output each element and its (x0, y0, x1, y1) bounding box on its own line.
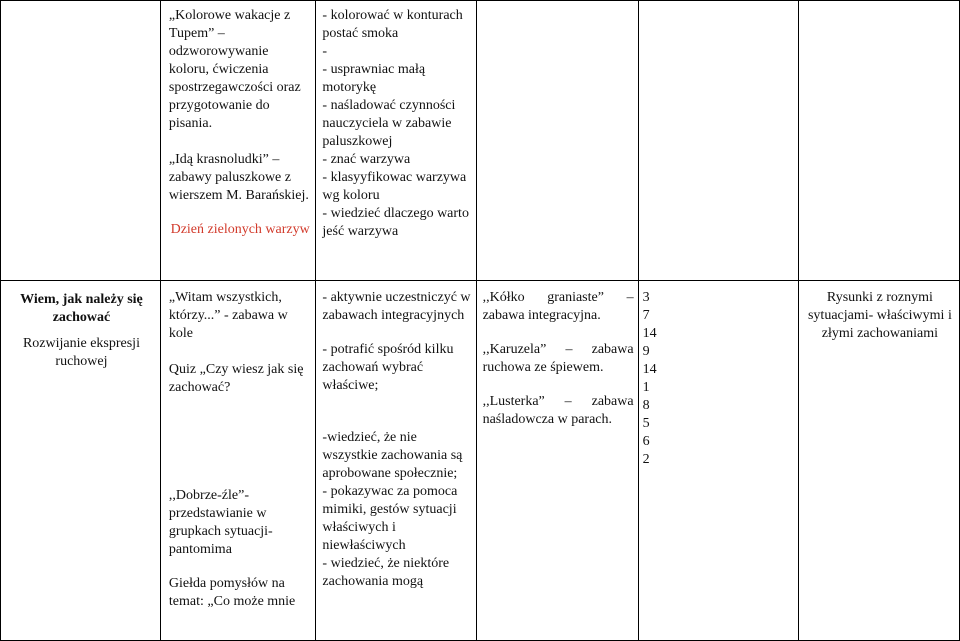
curriculum-number: 7 (642, 308, 650, 323)
activity-text: „Kolorowe wakacje z Tupem” – odzworowywanie koloru, ćwiczenia spostrzegawczości oraz przygotowanie do pisania. (168, 8, 301, 131)
row2-col1-cell (1, 281, 161, 641)
row2-col2-cell (160, 281, 316, 641)
row2-col3-cell (316, 281, 476, 641)
curriculum-number: 5 (642, 416, 650, 431)
activity-text: „Witam wszystkich, którzy...” - zabawa w kole (168, 290, 288, 341)
table-row (1, 1, 960, 281)
activity-text: ,,Dobrze-źle”- przedstawianie w grupkach sytuacji- pantomima (168, 488, 273, 557)
goal-line: - naśladować czynności nauczyciela w zabawie paluszkowej (322, 98, 456, 149)
row2-col6-cell (798, 281, 959, 641)
goal-line: - klasyyfikowac warzywa wg koloru (322, 170, 467, 203)
row1-col1-cell (1, 1, 161, 281)
curriculum-number: 9 (642, 344, 650, 359)
goal-paragraph: - aktywnie uczestniczyć w zabawach integracyjnych (322, 290, 471, 323)
activity-text: Quiz „Czy wiesz jak się zachować? (168, 362, 304, 395)
row1-col3-cell (316, 1, 476, 281)
curriculum-number: 1 (642, 380, 650, 395)
activity-text: Giełda pomysłów na temat: „Co może mnie (168, 576, 296, 609)
curriculum-number: 8 (642, 398, 650, 413)
row1-col4-cell (476, 1, 638, 281)
game-description: ,,Lusterka” – zabawa naśladowcza w parach. (482, 394, 634, 427)
curriculum-number: 14 (642, 362, 657, 377)
activity-text: „Idą krasnoludki” – zabawy paluszkowe z wierszem M. Barańskiej. (168, 152, 309, 203)
curriculum-number: 2 (642, 452, 650, 467)
section-title: Wiem, jak należy się zachować (20, 292, 143, 325)
curriculum-number: 14 (642, 326, 657, 341)
goal-paragraph: - wiedzieć, że niektóre zachowania mogą (322, 556, 450, 589)
row1-col5-cell (638, 1, 798, 281)
section-subtitle: Rozwijanie ekspresji ruchowej (22, 336, 140, 369)
game-description: ,,Kółko graniaste” – zabawa integracyjna. (482, 290, 634, 323)
goal-line: - wiedzieć dlaczego warto jeść warzywa (322, 206, 469, 239)
goal-paragraph: -wiedzieć, że nie wszystkie zachowania są aprobowane społecznie; (322, 430, 463, 481)
curriculum-number: 3 (642, 290, 650, 305)
goal-line: - znać warzywa (322, 152, 411, 167)
goal-line: - (322, 44, 328, 59)
materials-text: Rysunki z roznymi sytuacjami- właściwymi i złymi zachowaniami (807, 290, 952, 341)
row2-col4-cell (476, 281, 638, 641)
row1-col2-cell (160, 1, 316, 281)
row2-col5-cell (638, 281, 798, 641)
table-row (1, 281, 960, 641)
goal-paragraph: - potrafić spośród kilku zachowań wybrać właściwe; (322, 342, 454, 393)
goal-line: - kolorować w konturach postać smoka (322, 8, 463, 41)
goal-paragraph: - pokazywac za pomoca mimiki, gestów sytuacji właściwych i niewłaściwych (322, 484, 458, 553)
curriculum-number: 6 (642, 434, 650, 449)
goal-line: - usprawniac małą motorykę (322, 62, 426, 95)
row1-col6-cell (798, 1, 959, 281)
game-description: ,,Karuzela” – zabawa ruchowa ze śpiewem. (482, 342, 634, 375)
day-theme-heading: Dzień zielonych warzyw (170, 222, 310, 237)
